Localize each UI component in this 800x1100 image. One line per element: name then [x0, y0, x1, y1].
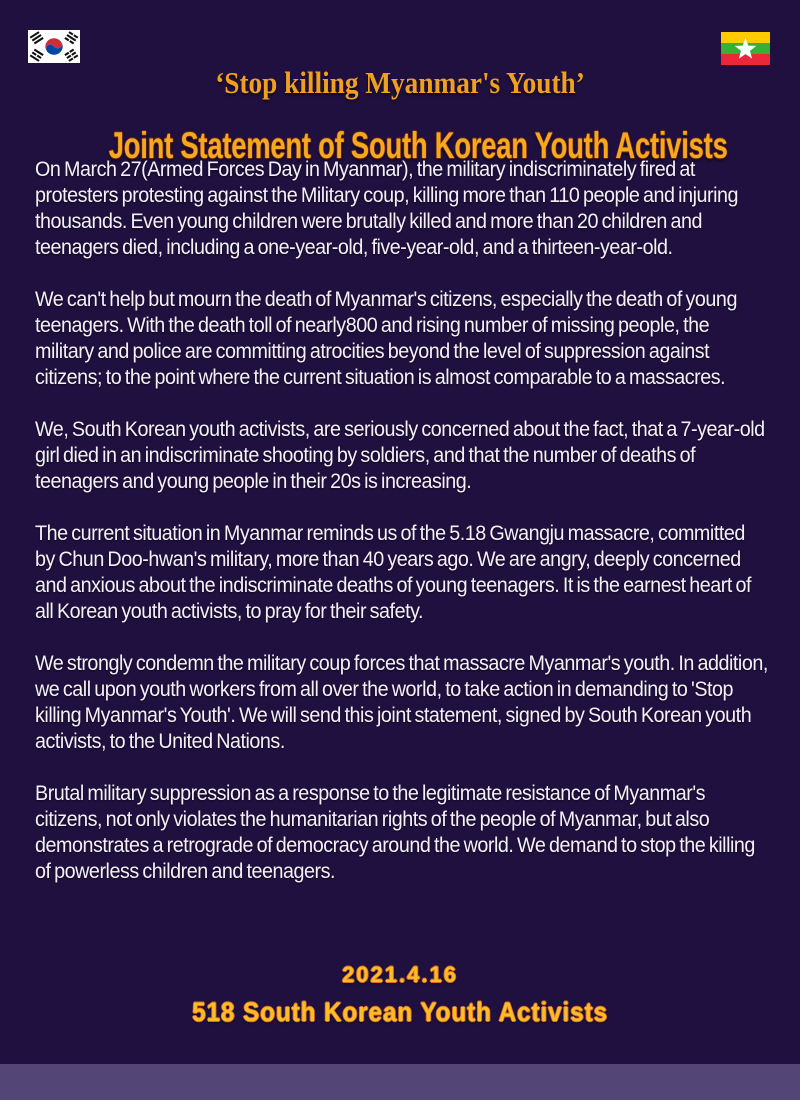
statement-paragraph-2: We can't help but mourn the death of Myanmar's citizens, especially the death of young teenagers. With the death toll of nearly800 and rising number of missing people, the military and police are committing atrocities beyond the level of suppression against citizens; to the point where the current situation is almost comparable to a massacres.	[35, 288, 737, 389]
statement-paragraph-4: The current situation in Myanmar reminds us of the 5.18 Gwangju massacre, committed by Chun Doo-hwan's military, more than 40 years ago. We are angry, deeply concerned and anxious about the indiscriminate deaths of young teenagers. It is the earnest heart of all Korean youth activists, to pray for their safety.	[35, 522, 752, 623]
myanmar-flag-icon	[721, 32, 770, 65]
statement-date: 2021.4.16	[342, 962, 458, 987]
statement-body	[35, 157, 768, 911]
quote-title-text: ‘Stop killing Myanmar's Youth’	[215, 64, 585, 100]
statement-paragraph-1: On March 27(Armed Forces Day in Myanmar), the military indiscriminately fired at protesters protesting against the Military coup, killing more than 110 people and injuring thousands. Even young children were brutally killed and more than 20 children and teenagers died, including a one-year-old, five-year-old, and a thirteen-year-old.	[35, 158, 739, 259]
signature	[0, 997, 800, 1028]
bottom-bar	[0, 1064, 800, 1100]
main-title-text: Joint Statement of South Korean Youth Activists	[108, 124, 728, 166]
statement-paragraph-5: We strongly condemn the military coup forces that massacre Myanmar's youth. In addition, we call upon youth workers from all over the world, to take action in demanding to 'Stop killing Myanmar's Youth'. We will send this joint statement, signed by South Korean youth activists, to the United Nations.	[35, 652, 768, 753]
quote-title	[0, 66, 800, 100]
south-korea-flag-icon	[28, 30, 80, 63]
signature-text: 518 South Korean Youth Activists	[192, 997, 608, 1027]
statement-paragraph-6: Brutal military suppression as a response to the legitimate resistance of Myanmar's citizens, not only violates the humanitarian rights of the people of Myanmar, but also demonstrates a retrograde of democracy around the world. We demand to stop the killing of powerless children and teenagers.	[35, 782, 755, 883]
statement-paragraph-3: We, South Korean youth activists, are seriously concerned about the fact, that a 7-year-old girl died in an indiscriminate shooting by soldiers, and that the number of deaths of teenagers and young people in their 20s is increasing.	[35, 418, 765, 493]
